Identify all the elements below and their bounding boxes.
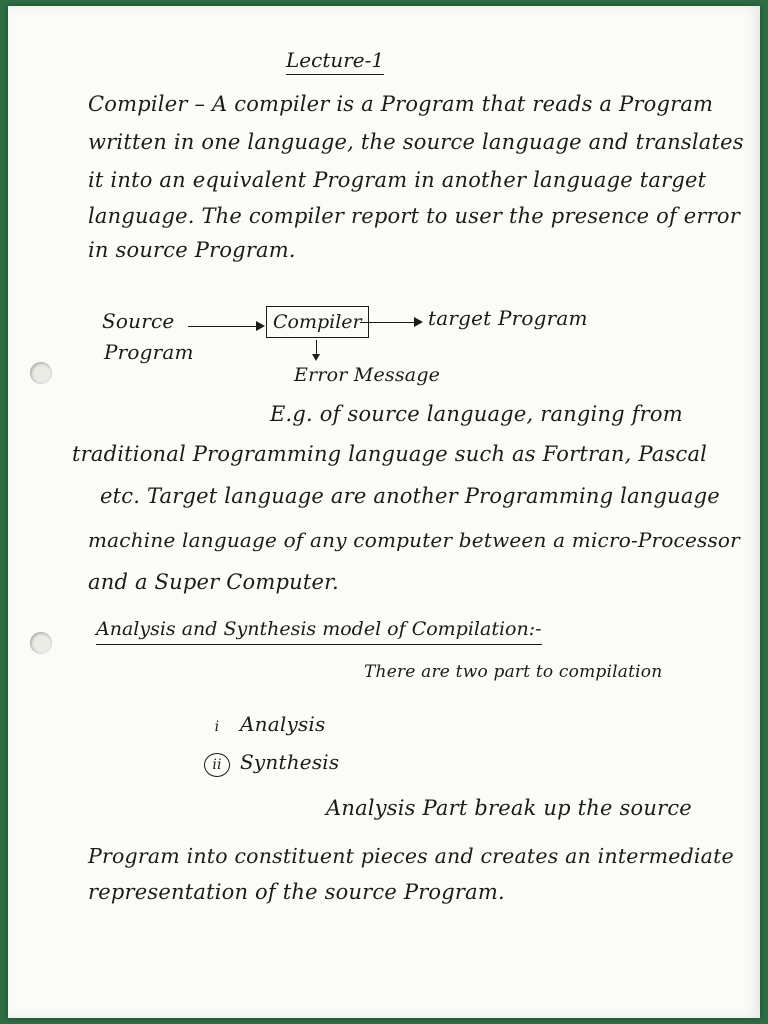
analysis-line-2: Program into constituent pieces and creates an intermediate	[88, 844, 734, 868]
example-line-5: and a Super Computer.	[88, 570, 339, 594]
section-heading: Analysis and Synthesis model of Compilation:-	[96, 618, 542, 645]
page-title: Lecture-1	[286, 48, 384, 75]
intro-line-4: language. The compiler report to user the presence of error	[88, 204, 740, 228]
analysis-line-3: representation of the source Program.	[88, 880, 505, 904]
part-number: ii	[204, 753, 230, 777]
intro-line-3: it into an equivalent Program in another language target	[88, 168, 707, 192]
compiler-box: Compiler	[266, 306, 369, 338]
example-line-1: E.g. of source language, ranging from	[270, 402, 683, 426]
diagram-output-label: target Program	[428, 306, 588, 330]
input-arrowhead-icon	[256, 321, 265, 331]
part-label: Analysis	[240, 712, 326, 736]
error-arrowhead-icon	[312, 354, 320, 361]
diagram-input-label-1: Source	[102, 309, 175, 333]
diagram-error-label: Error Message	[294, 364, 441, 386]
part-item-analysis	[204, 712, 325, 739]
example-line-4: machine language of any computer between a micro-Processor	[88, 528, 740, 552]
part-number: i	[214, 719, 220, 735]
intro-line-1: Compiler – A compiler is a Program that reads a Program	[88, 92, 714, 116]
binder-hole-top	[30, 362, 52, 384]
parts-intro: There are two part to compilation	[364, 662, 663, 682]
part-label: Synthesis	[240, 750, 340, 774]
output-arrowhead-icon	[414, 317, 423, 327]
part-item-synthesis	[204, 750, 339, 777]
example-line-3: etc. Target language are another Programming language	[100, 484, 720, 508]
analysis-line-1: Analysis Part break up the source	[326, 796, 692, 820]
binder-hole-bottom	[30, 632, 52, 654]
notebook-page	[8, 6, 760, 1018]
input-arrow-icon	[188, 326, 258, 327]
intro-line-2: written in one language, the source language and translates	[88, 130, 744, 154]
diagram-input-label-2: Program	[104, 340, 194, 364]
intro-line-5: in source Program.	[88, 238, 296, 262]
output-arrow-icon	[360, 322, 416, 323]
example-line-2: traditional Programming language such as Fortran, Pascal	[72, 442, 708, 466]
